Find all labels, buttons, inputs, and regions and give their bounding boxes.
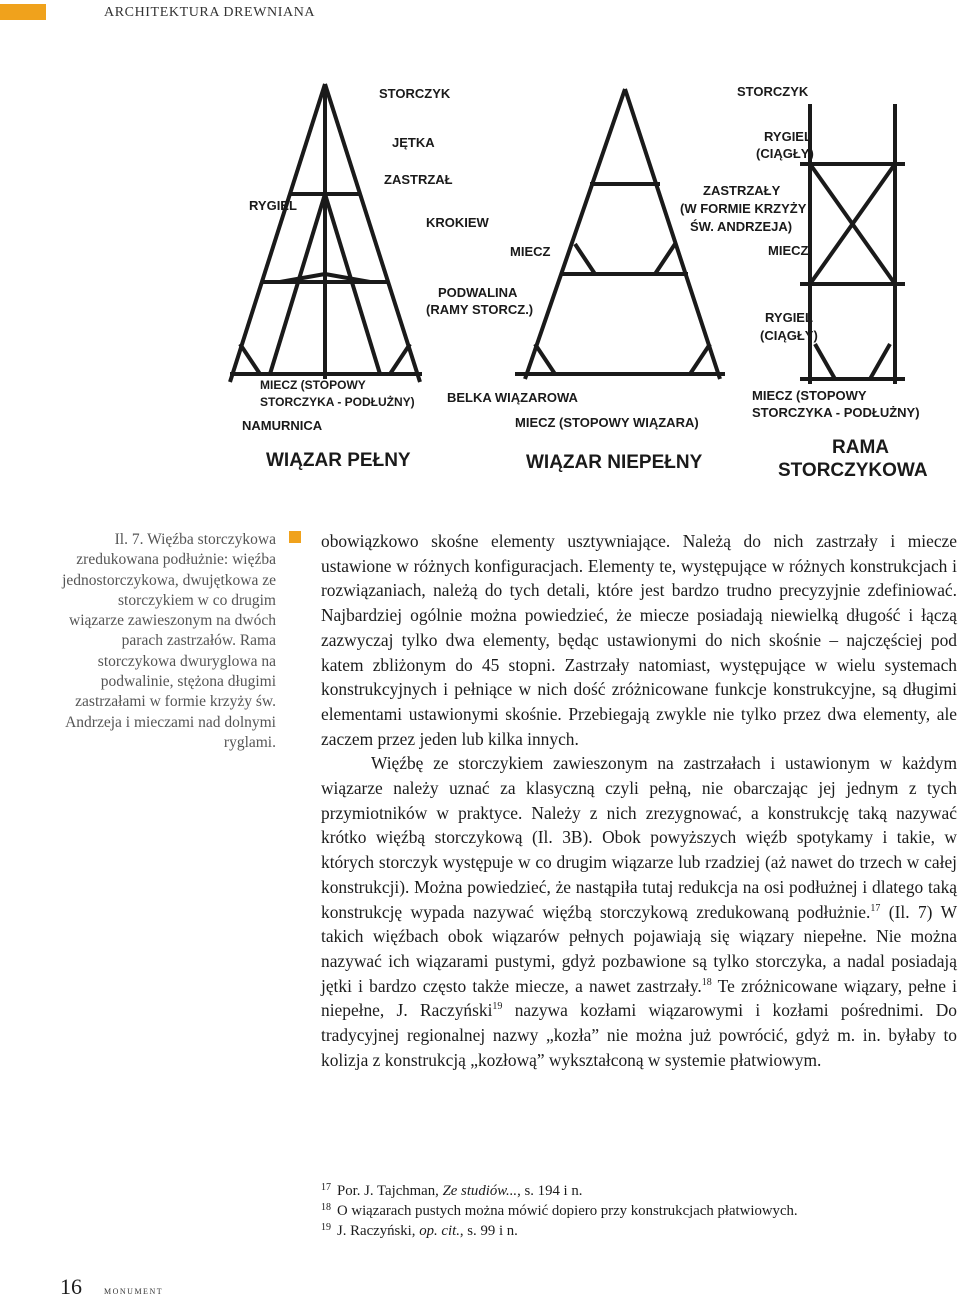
label-miecz: MIECZ [510, 244, 551, 259]
paragraph-2-part-a: Więźbę ze storczykiem zawieszonym na zastrzałach i ustawionym w każdym wiązarze należy uznać za klasyczną czyli pełną, nie obarczając jej jednym z tych przymiotników w praktyce. Należy z nich zrezygnować, a konstrukcję taką nazywać krótko więźbą storczykową (Il. 3B). Obok powyższych więźb spotykamy i takie, w których storczyk występuje w co drugim wiązarze lub rzadziej (aż nawet do trzech w całej konstrukcji). Można powiedzieć, że nastąpiła tutaj redukcja na osi podłużnej i dlatego taką konstrukcję wypada nazywać więźbą storczykową zredukowaną podłużnie. [321, 753, 957, 922]
label-rygiel: RYGIEL [249, 198, 297, 213]
label-miecz-stopowy-2: STORCZYKA - PODŁUŻNY) [260, 395, 415, 409]
truss-illustration [170, 44, 960, 492]
label-jetka: JĘTKA [392, 135, 435, 150]
label-rygiel-ciagly: RYGIEL [764, 129, 812, 144]
label-rygiel-2-note: (CIĄGŁY) [760, 328, 818, 343]
footnote-number: 19 [321, 1222, 331, 1233]
title-rama-1: RAMA [832, 437, 889, 458]
label-zastrzaly-note-1: (W FORMIE KRZYŻY [680, 201, 807, 216]
label-rygiel-ciagly-note: (CIĄGŁY) [756, 146, 814, 161]
label-miecz-stopowy-1: MIECZ (STOPOWY [260, 378, 366, 392]
running-header: ARCHITEKTURA DREWNIANA [104, 5, 316, 20]
paragraph-2 [321, 751, 957, 1072]
footnote-text: O wiązarach pustych można mówić dopiero przy konstrukcjach płatwiowych. [337, 1203, 798, 1219]
footnote-text: Por. J. Tajchman, Ze studiów..., s. 194 i n. [337, 1183, 583, 1199]
label-storczyk: STORCZYK [379, 86, 451, 101]
footnote-19 [321, 1221, 941, 1241]
label-miecz-stop-frame-1: MIECZ (STOPOWY [752, 388, 867, 403]
footnote-ref-18[interactable]: 18 [701, 976, 712, 988]
partial-truss-drawing [515, 89, 725, 379]
footnote-ref-19[interactable]: 19 [492, 1001, 503, 1013]
full-truss-drawing [230, 84, 422, 382]
title-wiazar-niepelny: WIĄZAR NIEPEŁNY [526, 452, 703, 473]
paragraph-2-part-c: Te zróżnicowane wiązary, pełne i niepełne, J. Raczyński [321, 975, 957, 1021]
footnote-18 [321, 1201, 941, 1221]
label-namurnica: NAMURNICA [242, 418, 323, 433]
footnote-17 [321, 1181, 941, 1201]
label-belka: BELKA WIĄZAROWA [447, 390, 578, 405]
figure-caption: Il. 7. Więźba storczykowa zredukowana podłużnie: więźba jednostorczykowa, dwujętkowa ze storczykiem w co drugim wiązarze zawieszonym na dwóch parach zastrzałów. Rama storczykowa dwuryglowa na podwalinie, stężona długimi zastrzałami w formie krzyży św. Andrzeja i mieczami nad dolnymi ryglami. [62, 531, 276, 751]
paragraph-2-part-b: (Il. 7) W takich więźbach obok wiązarów pełnych pojawiają się wiązary niepełne. Nie można nazywać ich wiązarami pustymi, gdyż pozbawione są tylko storczyka, a nadal posiadają jętki i bardzo często także miecze, a nawet zastrzały. [321, 901, 957, 996]
title-rama-2: STORCZYKOWA [778, 460, 928, 481]
body-text [321, 529, 957, 1072]
label-podwalina-note: (RAMY STORCZ.) [426, 302, 534, 317]
paragraph-1: obowiązkowo skośne elementy usztywniające. Należą do nich zastrzały i miecze ustawione w różnych konfiguracjach. Elementy te, występujące w różnych konstrukcjach i rozwiązaniach, należą do tych detali, które jest bardzo trudno precyzyjnie zdefiniować. Najbardziej ogólnie można powiedzieć, że miecze posiadają niewielką długość i łączą zazwyczaj tylko dwa elementy, będąc ustawionymi do nich skośnie – najczęściej pod katem zbliżonym do 45 stopni. Zastrzały natomiast, występujące w wielu systemach konstrukcyjnych i pełniące w nich dość zróżnicowane funkcje konstrukcyjne, są długimi elementami ustawionymi skośnie. Przebiegają zwykle nie tylko przez dwa elementy, ale zaczem przez jeden lub kilka innych. [321, 531, 957, 749]
caption-accent-square [289, 531, 301, 543]
footnotes [321, 1181, 941, 1241]
label-zastrzaly-note-2: ŚW. ANDRZEJA) [690, 219, 793, 234]
label-podwalina: PODWALINA [438, 285, 518, 300]
label-miecz-stop-frame-2: STORCZYKA - PODŁUŻNY) [752, 405, 920, 420]
label-rygiel-2: RYGIEL [765, 310, 813, 325]
label-zastrzal: ZASTRZAŁ [384, 172, 453, 187]
footnote-number: 17 [321, 1182, 331, 1193]
page-number: 16 [60, 1274, 82, 1299]
header-accent-square [0, 4, 46, 20]
footnote-number: 18 [321, 1202, 331, 1213]
label-storczyk-frame: STORCZYK [737, 84, 809, 99]
label-zastrzaly: ZASTRZAŁY [703, 183, 781, 198]
label-krokiew: KROKIEW [426, 215, 489, 230]
title-wiazar-pelny: WIĄZAR PEŁNY [266, 450, 411, 471]
label-miecz-frame: MIECZ [768, 243, 809, 258]
journal-name: monument [104, 1283, 164, 1297]
footnote-ref-17[interactable]: 17 [870, 902, 881, 914]
footnote-text: J. Raczyński, op. cit., s. 99 i n. [337, 1223, 518, 1239]
label-miecz-wiazara: MIECZ (STOPOWY WIĄZARA) [515, 415, 699, 430]
paragraph-2-part-d: nazywa kozłami wiązarowymi i kozłami pośrednimi. Do tradycyjnej regionalnej nazwy „kozła” nie można już powrócić, gdyż m. in. byłaby to kolizja z konstrukcją „kozłową” wykształconą w systemie płatwiowym. [321, 1000, 957, 1070]
